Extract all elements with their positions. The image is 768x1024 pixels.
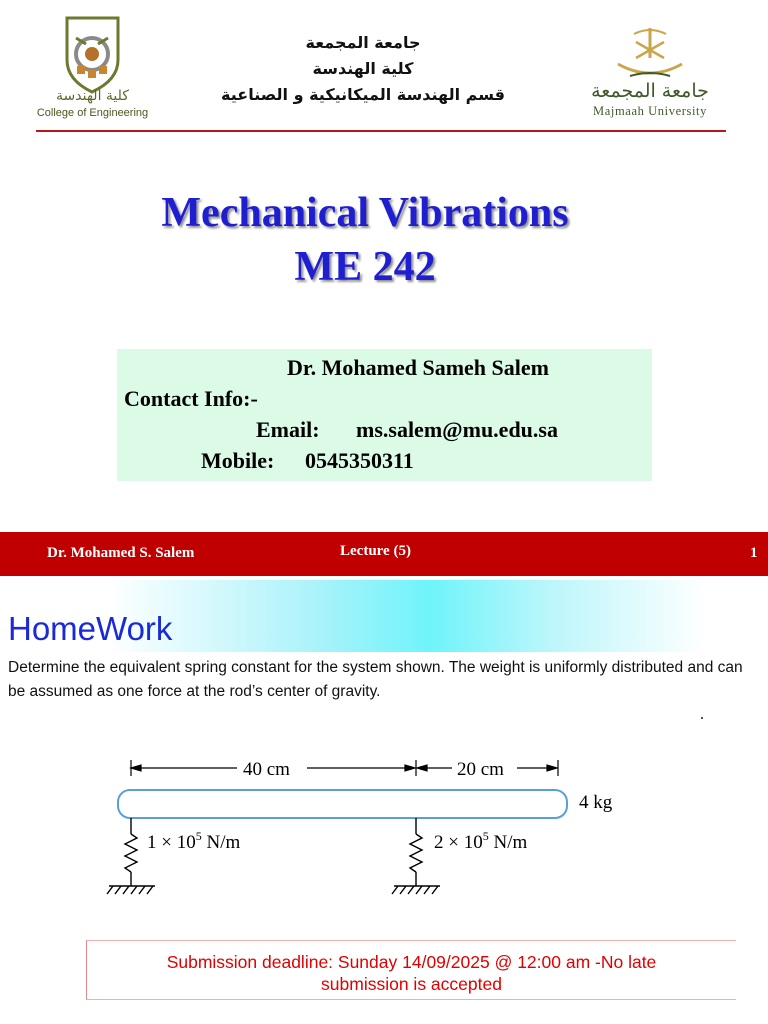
dimension-20cm-label: 20 cm (457, 759, 504, 780)
header-university-name: جامعة المجمعة (305, 33, 421, 52)
deadline-line-2: submission is accepted (321, 974, 502, 994)
rod (118, 790, 567, 818)
college-logo-english-text: College of Engineering (36, 107, 149, 119)
spring-left-stiffness: $1 \times 10^5$ N/m (147, 829, 241, 853)
header-divider (36, 130, 726, 132)
homework-slide (0, 576, 768, 1024)
slide-title (0, 186, 730, 294)
university-logo-english-text: Majmaah University (593, 104, 707, 118)
mass-label: 4 kg (579, 792, 613, 813)
footer-page-number: 1 (750, 545, 758, 561)
homework-heading: HomeWork (8, 610, 173, 647)
submission-deadline-box (86, 940, 736, 1000)
spring-rod-diagram (95, 752, 655, 932)
email-label: Email: (256, 417, 320, 442)
mobile-value: 0545350311 (305, 448, 414, 473)
arabic-header (200, 30, 526, 108)
course-name: Mechanical Vibrations (161, 190, 569, 236)
spring-left (107, 818, 155, 894)
footer-lecture: Lecture (5) (340, 543, 411, 559)
university-logo-arabic-text: جامعة المجمعة (591, 80, 709, 102)
course-code: ME 242 (294, 244, 436, 290)
spring-right (392, 818, 440, 894)
header-department-name: قسم الهندسة الميكانيكية و الصناعية (221, 85, 505, 104)
problem-statement: Determine the equivalent spring constant for the system shown. The weight is uniformly distributed and can be assumed as one force at the rod’s center of gravity. (8, 659, 743, 700)
footer-author: Dr. Mohamed S. Salem (47, 545, 195, 561)
email-value: ms.salem@mu.edu.sa (356, 417, 558, 442)
mobile-label: Mobile: (201, 448, 275, 473)
contact-info-box (117, 349, 652, 481)
slide-footer (0, 532, 768, 576)
college-logo-arabic-text: كلية الهندسة (56, 88, 129, 104)
instructor-name: Dr. Mohamed Sameh Salem (287, 355, 549, 380)
stray-dot (701, 717, 703, 719)
spring-right-stiffness: $2 \times 10^5$ N/m (434, 829, 528, 853)
header-college-name: كلية الهندسة (312, 59, 414, 78)
dimension-40cm-label: 40 cm (243, 759, 290, 780)
contact-heading: Contact Info:- (124, 386, 258, 411)
deadline-line-1: Submission deadline: Sunday 14/09/2025 @ 12:00 am -No late (166, 952, 657, 972)
